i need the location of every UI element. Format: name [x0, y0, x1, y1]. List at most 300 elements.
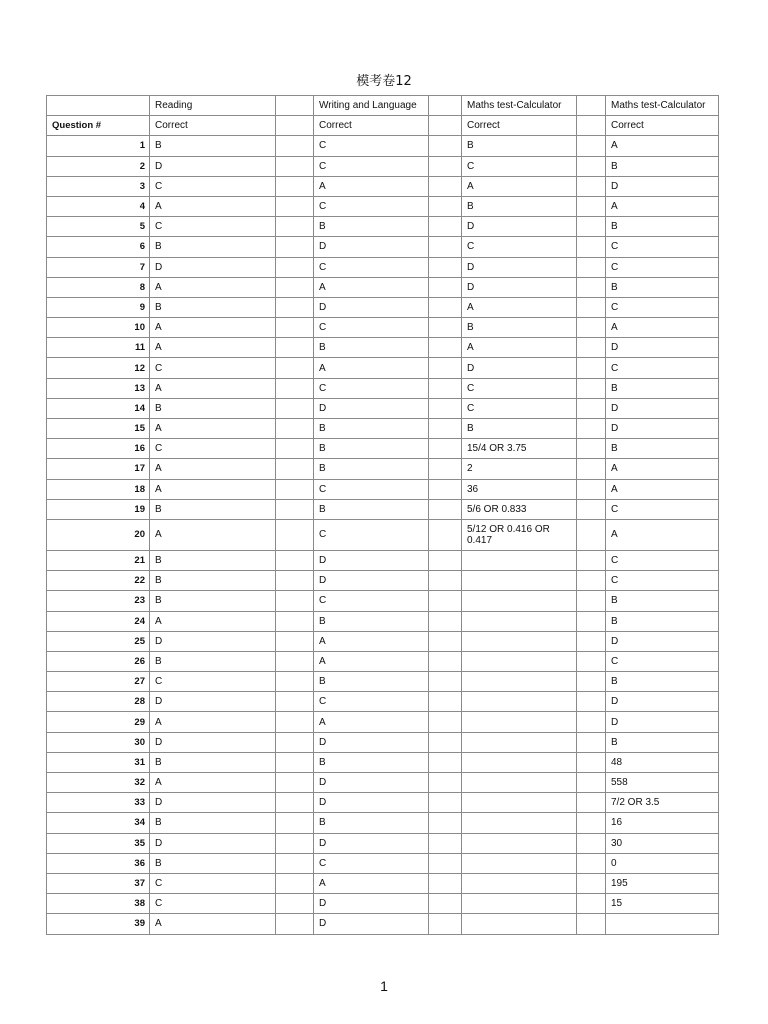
- math-calculator-answer-cell: [462, 591, 577, 611]
- math-calculator-answer-cell: B: [462, 318, 577, 338]
- writing-answer-cell: B: [314, 439, 429, 459]
- math-calculator-2-answer-cell: 16: [606, 813, 719, 833]
- header-row-sections: [47, 96, 719, 116]
- reading-answer-cell: B: [150, 499, 276, 519]
- question-number-cell: 36: [47, 853, 150, 873]
- reading-answer-cell: D: [150, 257, 276, 277]
- math-calculator-2-answer-cell: A: [606, 318, 719, 338]
- gap-cell: [429, 136, 462, 156]
- page-number: 1: [380, 978, 388, 994]
- gap-cell: [276, 459, 314, 479]
- gap-cell: [429, 793, 462, 813]
- math-calculator-2-answer-cell: B: [606, 156, 719, 176]
- reading-answer-cell: A: [150, 196, 276, 216]
- math-calculator-2-answer-cell: 558: [606, 773, 719, 793]
- math-calculator-answer-cell: C: [462, 237, 577, 257]
- gap-cell: [577, 914, 606, 934]
- writing-answer-cell: A: [314, 873, 429, 893]
- question-number-cell: 24: [47, 611, 150, 631]
- gap-cell: [276, 712, 314, 732]
- gap-cell: [429, 419, 462, 439]
- reading-answer-cell: A: [150, 773, 276, 793]
- table-row: [47, 358, 719, 378]
- gap-cell: [577, 611, 606, 631]
- gap-cell: [276, 571, 314, 591]
- math-calculator-answer-cell: 5/12 OR 0.416 OR 0.417: [462, 519, 577, 550]
- math-calculator-answer-cell: [462, 833, 577, 853]
- reading-answer-cell: A: [150, 338, 276, 358]
- math-calculator-2-answer-cell: C: [606, 237, 719, 257]
- gap-cell: [276, 398, 314, 418]
- question-number-cell: 4: [47, 196, 150, 216]
- writing-answer-cell: D: [314, 894, 429, 914]
- page-title: 模考卷12: [356, 74, 412, 89]
- gap-cell: [429, 318, 462, 338]
- gap-cell: [429, 398, 462, 418]
- reading-answer-cell: B: [150, 591, 276, 611]
- table-row: [47, 752, 719, 772]
- gap-cell: [577, 419, 606, 439]
- reading-answer-cell: C: [150, 439, 276, 459]
- question-number-cell: 39: [47, 914, 150, 934]
- table-row: [47, 499, 719, 519]
- reading-answer-cell: B: [150, 571, 276, 591]
- gap-cell: [577, 793, 606, 813]
- math-calculator-answer-cell: [462, 773, 577, 793]
- question-number-cell: 11: [47, 338, 150, 358]
- gap-cell: [276, 217, 314, 237]
- writing-answer-cell: A: [314, 651, 429, 671]
- math-calculator-answer-cell: [462, 873, 577, 893]
- gap-cell: [429, 712, 462, 732]
- gap-cell: [429, 519, 462, 550]
- gap-cell: [577, 297, 606, 317]
- question-number-cell: 6: [47, 237, 150, 257]
- gap-cell: [429, 550, 462, 570]
- table-row: [47, 813, 719, 833]
- gap-cell: [276, 651, 314, 671]
- table-row: [47, 732, 719, 752]
- gap-cell: [429, 571, 462, 591]
- math-calculator-2-answer-cell: D: [606, 692, 719, 712]
- gap-cell: [429, 378, 462, 398]
- table-row: [47, 217, 719, 237]
- table-row: [47, 257, 719, 277]
- gap-cell: [429, 894, 462, 914]
- math-calculator-2-answer-cell: B: [606, 439, 719, 459]
- math-calculator-2-answer-cell: C: [606, 297, 719, 317]
- gap-cell: [577, 692, 606, 712]
- table-row: [47, 914, 719, 934]
- math-calculator-2-answer-cell: B: [606, 732, 719, 752]
- writing-answer-cell: A: [314, 712, 429, 732]
- question-number-cell: 27: [47, 672, 150, 692]
- writing-answer-cell: D: [314, 732, 429, 752]
- math-calculator-answer-cell: 36: [462, 479, 577, 499]
- math-calculator-2-answer-cell: B: [606, 611, 719, 631]
- math-calculator-2-answer-cell: B: [606, 672, 719, 692]
- writing-answer-cell: B: [314, 338, 429, 358]
- table-row: [47, 793, 719, 813]
- question-number-cell: 32: [47, 773, 150, 793]
- reading-answer-cell: A: [150, 914, 276, 934]
- gap-cell: [276, 550, 314, 570]
- math-calculator-2-answer-cell: B: [606, 378, 719, 398]
- math-calculator-2-answer-cell: A: [606, 479, 719, 499]
- question-number-cell: 37: [47, 873, 150, 893]
- math-calculator-2-answer-cell: A: [606, 519, 719, 550]
- question-number-cell: 15: [47, 419, 150, 439]
- table-row: [47, 136, 719, 156]
- table-row: [47, 571, 719, 591]
- gap-cell: [276, 318, 314, 338]
- question-number-cell: 5: [47, 217, 150, 237]
- gap-cell: [276, 752, 314, 772]
- writing-answer-cell: C: [314, 318, 429, 338]
- writing-answer-cell: B: [314, 499, 429, 519]
- question-number-cell: 10: [47, 318, 150, 338]
- math-calculator-2-answer-cell: B: [606, 277, 719, 297]
- math-calculator-answer-cell: [462, 712, 577, 732]
- reading-answer-cell: B: [150, 297, 276, 317]
- math-calculator-answer-cell: [462, 550, 577, 570]
- gap-cell: [276, 277, 314, 297]
- gap-cell: [429, 651, 462, 671]
- table-row: [47, 156, 719, 176]
- question-number-cell: 14: [47, 398, 150, 418]
- gap-cell: [276, 914, 314, 934]
- table-row: [47, 611, 719, 631]
- math-calculator-answer-cell: A: [462, 176, 577, 196]
- question-number-cell: 1: [47, 136, 150, 156]
- writing-answer-cell: C: [314, 692, 429, 712]
- table-row: [47, 439, 719, 459]
- math-calculator-answer-cell: [462, 732, 577, 752]
- gap-cell: [276, 499, 314, 519]
- math-calculator-answer-cell: [462, 914, 577, 934]
- gap-cell: [429, 237, 462, 257]
- writing-answer-cell: A: [314, 277, 429, 297]
- table-row: [47, 631, 719, 651]
- gap-cell: [276, 519, 314, 550]
- gap-cell: [429, 873, 462, 893]
- gap-cell: [429, 672, 462, 692]
- math-calculator-2-answer-cell: D: [606, 631, 719, 651]
- question-number-cell: 19: [47, 499, 150, 519]
- math-calculator-2-answer-cell: 48: [606, 752, 719, 772]
- correct-header-math-calculator-2: Correct: [606, 116, 719, 136]
- writing-answer-cell: D: [314, 914, 429, 934]
- question-number-cell: 21: [47, 550, 150, 570]
- gap-cell: [276, 439, 314, 459]
- table-body: [47, 96, 719, 935]
- math-calculator-2-answer-cell: D: [606, 398, 719, 418]
- writing-answer-cell: B: [314, 419, 429, 439]
- header-corner-cell: [47, 96, 150, 116]
- math-calculator-answer-cell: [462, 692, 577, 712]
- table-row: [47, 459, 719, 479]
- question-number-cell: 13: [47, 378, 150, 398]
- table-row: [47, 398, 719, 418]
- writing-answer-cell: D: [314, 833, 429, 853]
- reading-answer-cell: D: [150, 692, 276, 712]
- gap-cell: [276, 419, 314, 439]
- gap-cell: [276, 176, 314, 196]
- gap-cell: [429, 611, 462, 631]
- reading-answer-cell: A: [150, 611, 276, 631]
- gap-cell: [276, 237, 314, 257]
- math-calculator-answer-cell: D: [462, 277, 577, 297]
- gap-cell: [577, 591, 606, 611]
- reading-answer-cell: A: [150, 479, 276, 499]
- gap-cell: [577, 196, 606, 216]
- math-calculator-2-answer-cell: 15: [606, 894, 719, 914]
- math-calculator-answer-cell: [462, 793, 577, 813]
- math-calculator-2-answer-cell: C: [606, 257, 719, 277]
- math-calculator-2-answer-cell: C: [606, 651, 719, 671]
- table-row: [47, 277, 719, 297]
- gap-cell: [429, 277, 462, 297]
- answer-key-table: [46, 95, 719, 935]
- math-calculator-answer-cell: C: [462, 156, 577, 176]
- table-row: [47, 833, 719, 853]
- gap-cell: [577, 519, 606, 550]
- section-header-math-calculator: Maths test-Calculator: [462, 96, 577, 116]
- reading-answer-cell: B: [150, 651, 276, 671]
- math-calculator-answer-cell: B: [462, 196, 577, 216]
- gap-cell: [577, 217, 606, 237]
- math-calculator-2-answer-cell: A: [606, 459, 719, 479]
- correct-header-reading: Correct: [150, 116, 276, 136]
- table-row: [47, 237, 719, 257]
- math-calculator-2-answer-cell: B: [606, 217, 719, 237]
- reading-answer-cell: C: [150, 176, 276, 196]
- gap-cell: [429, 176, 462, 196]
- writing-answer-cell: D: [314, 550, 429, 570]
- table-row: [47, 519, 719, 550]
- gap-cell: [276, 196, 314, 216]
- math-calculator-answer-cell: A: [462, 338, 577, 358]
- writing-answer-cell: A: [314, 358, 429, 378]
- math-calculator-answer-cell: C: [462, 378, 577, 398]
- math-calculator-answer-cell: [462, 813, 577, 833]
- writing-answer-cell: B: [314, 611, 429, 631]
- table-row: [47, 692, 719, 712]
- math-calculator-2-answer-cell: 30: [606, 833, 719, 853]
- gap-cell: [577, 136, 606, 156]
- reading-answer-cell: D: [150, 156, 276, 176]
- reading-answer-cell: D: [150, 833, 276, 853]
- table-row: [47, 378, 719, 398]
- reading-answer-cell: D: [150, 732, 276, 752]
- table-row: [47, 712, 719, 732]
- writing-answer-cell: A: [314, 176, 429, 196]
- math-calculator-answer-cell: A: [462, 297, 577, 317]
- question-number-cell: 31: [47, 752, 150, 772]
- gap-cell: [276, 732, 314, 752]
- reading-answer-cell: A: [150, 712, 276, 732]
- gap-cell: [577, 378, 606, 398]
- table-row: [47, 773, 719, 793]
- gap-cell: [276, 853, 314, 873]
- reading-answer-cell: B: [150, 398, 276, 418]
- writing-answer-cell: B: [314, 752, 429, 772]
- gap-cell: [577, 479, 606, 499]
- gap-cell: [429, 217, 462, 237]
- table-row: [47, 591, 719, 611]
- question-number-header: Question #: [47, 116, 150, 136]
- section-header-writing: Writing and Language: [314, 96, 429, 116]
- table-row: [47, 550, 719, 570]
- gap-cell: [429, 732, 462, 752]
- gap-cell: [577, 156, 606, 176]
- gap-cell: [276, 297, 314, 317]
- question-number-cell: 18: [47, 479, 150, 499]
- gap-cell: [429, 116, 462, 136]
- gap-cell: [577, 853, 606, 873]
- reading-answer-cell: B: [150, 550, 276, 570]
- gap-cell: [429, 752, 462, 772]
- reading-answer-cell: A: [150, 277, 276, 297]
- writing-answer-cell: B: [314, 672, 429, 692]
- gap-cell: [429, 459, 462, 479]
- gap-cell: [276, 257, 314, 277]
- question-number-cell: 33: [47, 793, 150, 813]
- question-number-cell: 9: [47, 297, 150, 317]
- writing-answer-cell: B: [314, 459, 429, 479]
- section-header-math-calculator-2: Maths test-Calculator: [606, 96, 719, 116]
- table-row: [47, 318, 719, 338]
- reading-answer-cell: C: [150, 358, 276, 378]
- table-row: [47, 196, 719, 216]
- gap-cell: [276, 358, 314, 378]
- correct-header-writing: Correct: [314, 116, 429, 136]
- gap-cell: [577, 318, 606, 338]
- table-row: [47, 338, 719, 358]
- writing-answer-cell: C: [314, 156, 429, 176]
- gap-cell: [276, 378, 314, 398]
- question-number-cell: 20: [47, 519, 150, 550]
- math-calculator-answer-cell: D: [462, 217, 577, 237]
- gap-cell: [429, 914, 462, 934]
- table-row: [47, 297, 719, 317]
- table-row: [47, 651, 719, 671]
- question-number-cell: 23: [47, 591, 150, 611]
- reading-answer-cell: B: [150, 853, 276, 873]
- reading-answer-cell: A: [150, 419, 276, 439]
- reading-answer-cell: B: [150, 136, 276, 156]
- correct-header-math-calculator: Correct: [462, 116, 577, 136]
- math-calculator-answer-cell: 5/6 OR 0.833: [462, 499, 577, 519]
- question-number-cell: 22: [47, 571, 150, 591]
- gap-cell: [276, 773, 314, 793]
- gap-cell: [276, 894, 314, 914]
- question-number-cell: 38: [47, 894, 150, 914]
- gap-cell: [429, 499, 462, 519]
- gap-cell: [577, 813, 606, 833]
- math-calculator-answer-cell: [462, 611, 577, 631]
- writing-answer-cell: D: [314, 237, 429, 257]
- math-calculator-answer-cell: 2: [462, 459, 577, 479]
- math-calculator-2-answer-cell: 0: [606, 853, 719, 873]
- gap-cell: [429, 773, 462, 793]
- gap-cell: [577, 712, 606, 732]
- gap-cell: [577, 358, 606, 378]
- writing-answer-cell: C: [314, 378, 429, 398]
- table-row: [47, 419, 719, 439]
- writing-answer-cell: C: [314, 519, 429, 550]
- writing-answer-cell: D: [314, 398, 429, 418]
- gap-cell: [276, 591, 314, 611]
- gap-cell: [276, 631, 314, 651]
- gap-cell: [429, 156, 462, 176]
- reading-answer-cell: B: [150, 813, 276, 833]
- question-number-cell: 12: [47, 358, 150, 378]
- writing-answer-cell: D: [314, 773, 429, 793]
- writing-answer-cell: C: [314, 196, 429, 216]
- section-header-reading: Reading: [150, 96, 276, 116]
- gap-cell: [577, 439, 606, 459]
- gap-cell: [429, 257, 462, 277]
- gap-cell: [429, 338, 462, 358]
- writing-answer-cell: C: [314, 853, 429, 873]
- gap-cell: [577, 176, 606, 196]
- gap-cell: [429, 591, 462, 611]
- question-number-cell: 30: [47, 732, 150, 752]
- gap-cell: [577, 398, 606, 418]
- question-number-cell: 29: [47, 712, 150, 732]
- gap-cell: [577, 894, 606, 914]
- writing-answer-cell: B: [314, 217, 429, 237]
- gap-cell: [429, 833, 462, 853]
- gap-cell: [577, 651, 606, 671]
- reading-answer-cell: C: [150, 672, 276, 692]
- gap-cell: [429, 692, 462, 712]
- question-number-cell: 7: [47, 257, 150, 277]
- writing-answer-cell: C: [314, 136, 429, 156]
- gap-cell: [276, 692, 314, 712]
- writing-answer-cell: D: [314, 297, 429, 317]
- gap-cell: [276, 833, 314, 853]
- question-number-cell: 2: [47, 156, 150, 176]
- math-calculator-2-answer-cell: D: [606, 712, 719, 732]
- reading-answer-cell: A: [150, 519, 276, 550]
- math-calculator-answer-cell: [462, 853, 577, 873]
- gap-cell: [276, 793, 314, 813]
- math-calculator-2-answer-cell: [606, 914, 719, 934]
- gap-cell: [276, 479, 314, 499]
- question-number-cell: 34: [47, 813, 150, 833]
- reading-answer-cell: C: [150, 873, 276, 893]
- question-number-cell: 28: [47, 692, 150, 712]
- math-calculator-answer-cell: [462, 672, 577, 692]
- math-calculator-2-answer-cell: C: [606, 358, 719, 378]
- gap-cell: [429, 853, 462, 873]
- gap-cell: [429, 813, 462, 833]
- math-calculator-2-answer-cell: D: [606, 176, 719, 196]
- math-calculator-answer-cell: C: [462, 398, 577, 418]
- gap-cell: [276, 136, 314, 156]
- writing-answer-cell: D: [314, 793, 429, 813]
- math-calculator-2-answer-cell: C: [606, 550, 719, 570]
- math-calculator-answer-cell: B: [462, 136, 577, 156]
- header-row-correct: [47, 116, 719, 136]
- reading-answer-cell: D: [150, 793, 276, 813]
- gap-cell: [577, 773, 606, 793]
- reading-answer-cell: C: [150, 217, 276, 237]
- question-number-cell: 3: [47, 176, 150, 196]
- math-calculator-answer-cell: [462, 571, 577, 591]
